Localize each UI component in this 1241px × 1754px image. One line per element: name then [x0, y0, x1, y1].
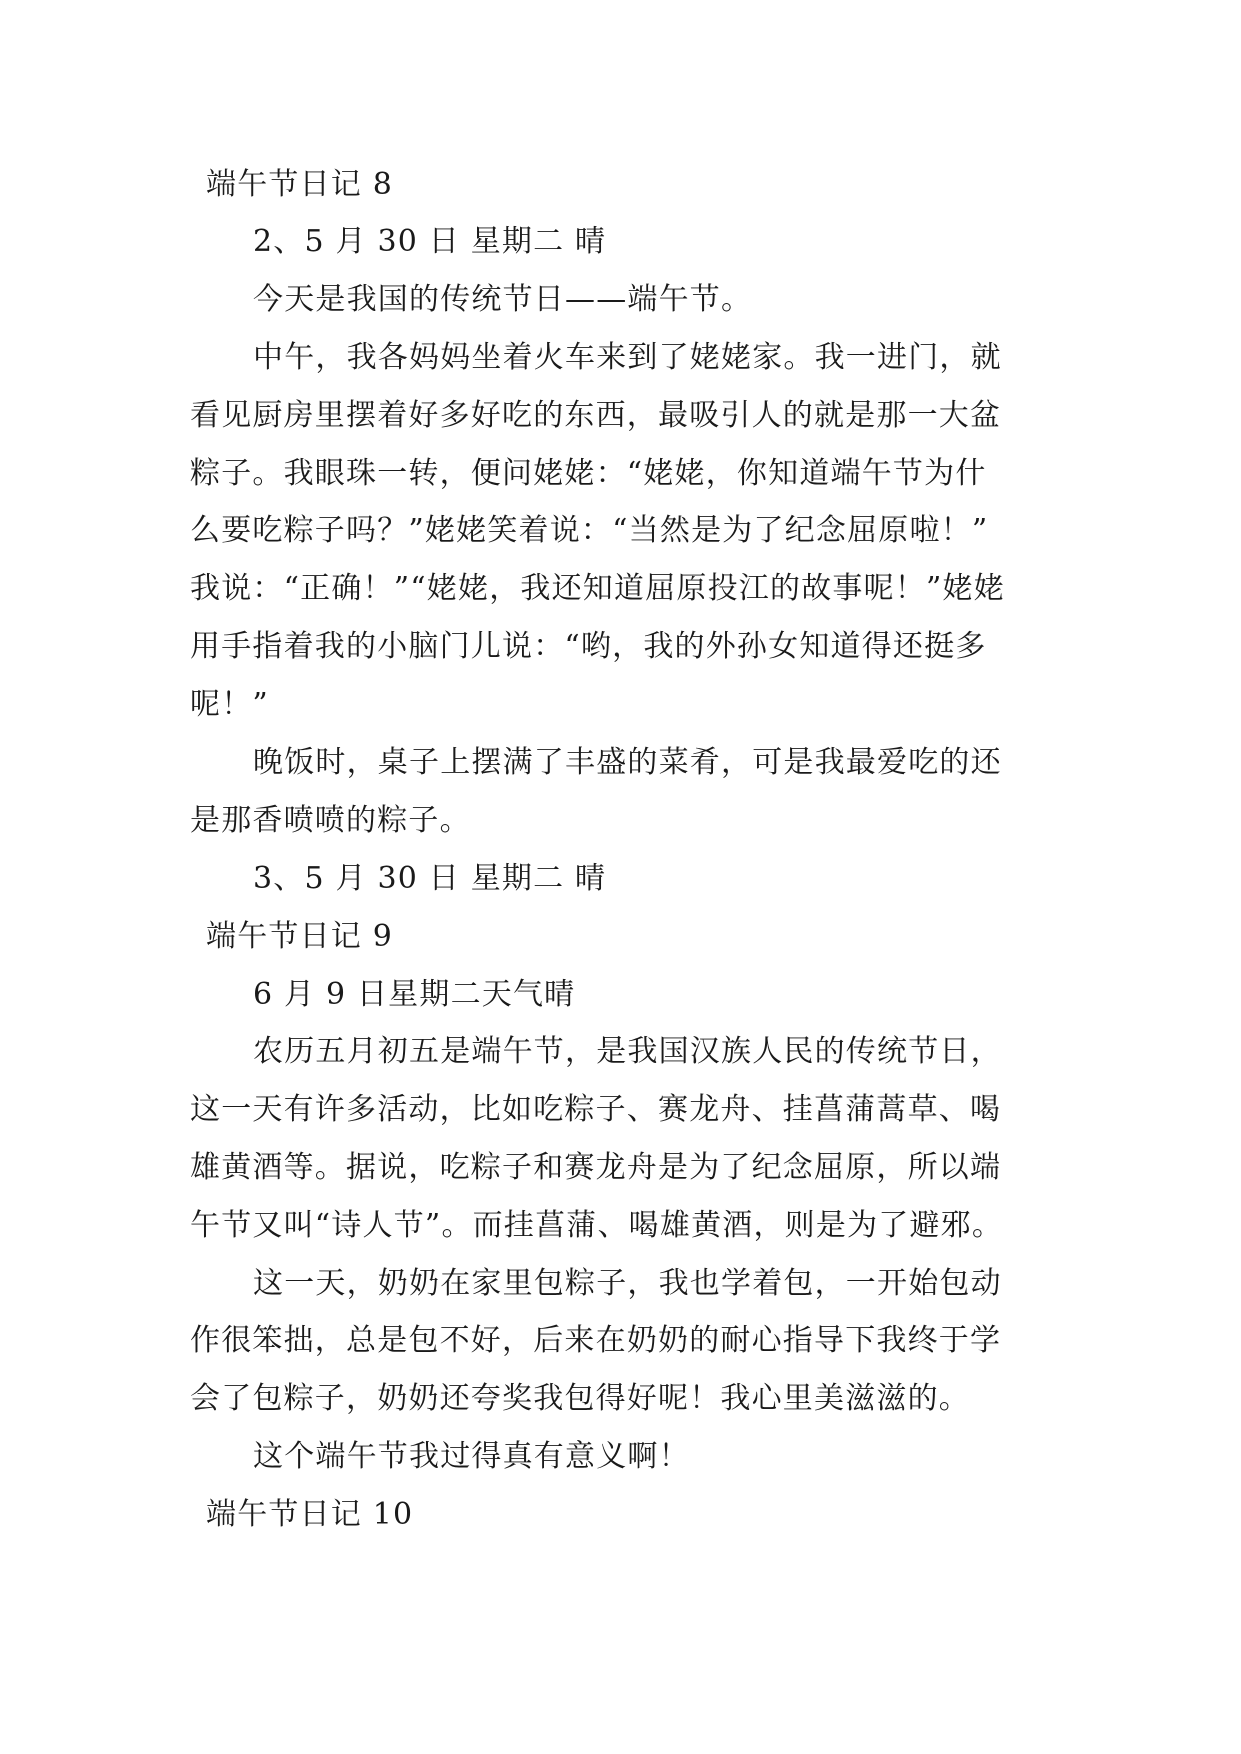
- paragraph-line: 粽子。我眼珠一转，便问姥姥：“姥姥，你知道端午节为什: [190, 456, 987, 491]
- paragraph-line: 这个端午节我过得真有意义啊！: [253, 1439, 690, 1474]
- paragraph-line: 今天是我国的传统节日——端午节。: [253, 282, 753, 317]
- diary-heading-9: 端午节日记 9: [206, 919, 394, 954]
- paragraph-line: 么要吃粽子吗？”姥姥笑着说：“当然是为了纪念屈原啦！”: [190, 513, 989, 548]
- paragraph-line: 午节又叫“诗人节”。而挂菖蒲、喝雄黄酒，则是为了避邪。: [190, 1208, 1004, 1243]
- paragraph-line: 我说：“正确！”“姥姥，我还知道屈原投江的故事呢！”姥姥: [190, 571, 1005, 606]
- paragraph-line: 这一天有许多活动，比如吃粽子、赛龙舟、挂菖蒲蒿草、喝: [190, 1092, 1002, 1127]
- paragraph-line: 呢！”: [190, 687, 269, 722]
- paragraph-line: 这一天，奶奶在家里包粽子，我也学着包，一开始包动: [253, 1266, 1002, 1301]
- paragraph-line: 晚饭时，桌子上摆满了丰盛的菜肴，可是我最爱吃的还: [253, 745, 1002, 780]
- paragraph-line: 会了包粽子，奶奶还夸奖我包得好呢！我心里美滋滋的。: [190, 1381, 970, 1416]
- paragraph-line: 中午，我各妈妈坐着火车来到了姥姥家。我一进门，就: [253, 340, 1002, 375]
- paragraph-line: 雄黄酒等。据说，吃粽子和赛龙舟是为了纪念屈原，所以端: [190, 1150, 1002, 1185]
- paragraph-line: 是那香喷喷的粽子。: [190, 803, 471, 838]
- paragraph-line: 用手指着我的小脑门儿说：“哟，我的外孙女知道得还挺多: [190, 629, 987, 664]
- paragraph-line: 看见厨房里摆着好多好吃的东西，最吸引人的就是那一大盆: [190, 398, 1002, 433]
- paragraph-line: 农历五月初五是端午节，是我国汉族人民的传统节日，: [253, 1034, 1002, 1069]
- diary-heading-8: 端午节日记 8: [206, 167, 394, 202]
- date-line: 6 月 9 日星期二天气晴: [253, 977, 576, 1012]
- date-line: 2、5 月 30 日 星期二 晴: [253, 224, 607, 259]
- paragraph-line: 作很笨拙，总是包不好，后来在奶奶的耐心指导下我终于学: [190, 1323, 1002, 1358]
- diary-heading-10: 端午节日记 10: [206, 1497, 414, 1532]
- date-line: 3、5 月 30 日 星期二 晴: [253, 861, 607, 896]
